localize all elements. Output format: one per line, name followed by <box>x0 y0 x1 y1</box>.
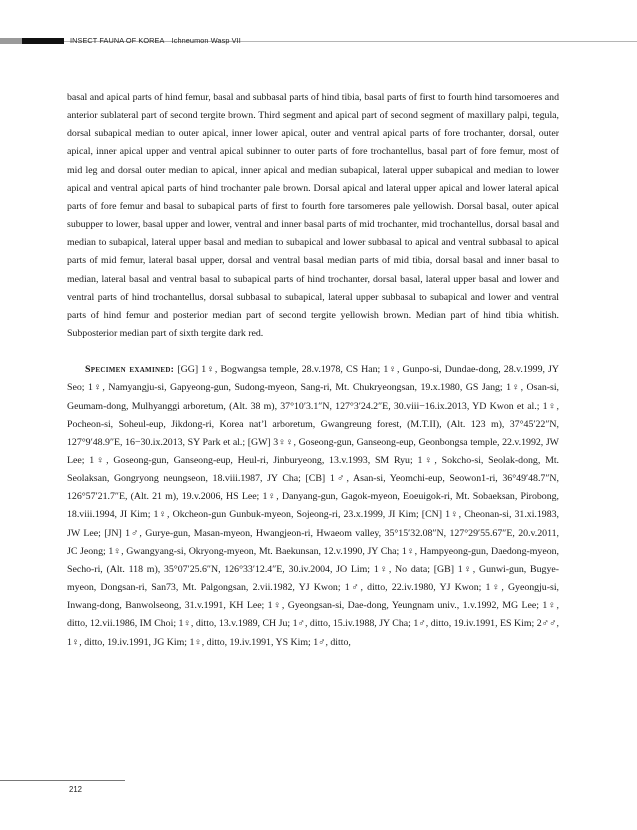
specimens-heading: Specimen examined: <box>85 364 175 376</box>
specimens-paragraph <box>67 361 559 652</box>
page-number: 212 <box>69 785 83 794</box>
description-paragraph: basal and apical parts of hind femur, basal and subbasal parts of hind tibia, basal parts of first to fourth hind tarsomoeres and anterior sublateral part of second tergite brown. Third segment and apical part of second segment of maxillary palpi, tegula, dorsal subapical median to outer apical, inner lower apical, outer and ventral apical parts of fore trochanter, dorsal, outer apical, inner apical upper and ventral apical subinner to outer parts of fore trochantellus, basal part of fore femur, most of mid leg and dorsal outer median to apical, inner apical and median subapical, lateral upper subapical and median to lower apical and ventral apical parts of hind trochanter pale brown. Dorsal apical and lateral upper apical and lower lateral apical parts of fore femur and basal to subapical parts of first to fourth fore tarsomeres pale yellowish. Dorsal basal, outer apical subupper to lower, basal upper and lower, ventral and inner basal parts of mid trochanter, mid trochantellus, dorsal basal and median to subapical, lateral upper basal and median to subapical and lower subbasal to apical and ventral subbasal to apical parts of mid femur, lateral basal upper, dorsal and ventral basal median parts of mid tibia, dorsal basal and inner basal to median, lateral basal and ventral basal to subapical parts of hind trochanter, dorsal basal, lateral upper basal and lower and ventral parts of hind trochantellus, dorsal subbasal to subapical, lateral upper subbasal to subapical and lower and ventral parts of hind femur and posterior median part of second tergite yellowish brown. Median part of hind tibia whitish. Subposterior median part of sixth tergite dark red. <box>67 92 559 340</box>
footer-rule <box>0 780 125 781</box>
running-header <box>70 35 241 47</box>
specimens-text: [GG] 1♀, Bogwangsa temple, 28.v.1978, CS Han; 1♀, Gunpo-si, Dundae-dong, 28.v.1999, JY Seo; 1♀, Namyangju-si, Gapyeong-gun, Sudong-myeon, Sang-ri, Mt. Chukryeongsan, 19.x.1980, GS Jang; 1♀, Osan-si, Geumam-dong, Mulhyanggi arboretum, (Alt. 38 m), 37°10′3.1″N, 127°3′24.2″E, 30.viii−16.ix.2013, YD Kwon et al.; 1♀, Pocheon-si, Soheul-eup, Jikdong-ri, Korea nat’l arboretum, Gwangreung forest, (M.T.II), (Alt. 123 m), 37°45′22″N, 127°9′48.9″E, 16−30.ix.2013, SY Park et al.; [GW] 3♀♀, Goseong-gun, Ganseong-eup, Geonbongsa temple, 22.v.1992, JW Lee; 1♀, Goseong-gun, Ganseong-eup, Heul-ri, Jinburyeong, 13.v.1993, SM Ryu; 1♀, Sokcho-si, Seolak-dong, Mt. Seolaksan, Gongryong neungseon, 18.viii.1987, JY Cha; [CB] 1♂, Asan-si, Yeomchi-eup, Seowon1-ri, 36°49′48.7″N, 126°57′21.7″E, (Alt. 21 m), 19.v.2006, HS Lee; 1♀, Danyang-gun, Gagok-myeon, Eoeuigok-ri, Mt. Sobaeksan, Pirobong, 18.viii.1994, JI Kim; 1♀, Okcheon-gun Gunbuk-myeon, Sojeong-ri, 23.x.1999, JI Kim; [CN] 1♀, Cheonan-si, 31.xi.1983, JW Lee; [JN] 1♂, Gurye-gun, Masan-myeon, Hwangjeon-ri, Hwaeom valley, 35°15′32.08″N, 127°29′55.67″E, 20.v.2011, JC Jeong; 1♀, Gwangyang-si, Okryong-myeon, Mt. Baekunsan, 12.v.1990, JY Cha; 1♀, Hampyeong-gun, Daedong-myeon, Secho-ri, (Alt. 118 m), 35°07′25.6″N, 126°33′12.4″E, 30.iv.2004, JO Lim; 1♀, No data; [GB] 1♀, Gunwi-gun, Bugye-myeon, Dongsan-ri, San73, Mt. Palgongsan, 2.vii.1982, YJ Kwon; 1♂, ditto, 22.iv.1980, YJ Kwon; 1♀, Gyeongju-si, Inwang-dong, Banwolseong, 31.v.1991, KH Lee; 1♀, Gyeongsan-si, Dae-dong, Yeungnam univ., 1.v.1992, MG Lee; 1♀, ditto, 12.vii.1986, IM Choi; 1♀, ditto, 13.v.1989, CH Ju; 1♂, ditto, 15.iv.1988, JY Cha; 1♂, ditto, 19.iv.1991, ES Kim; 2♂♂, 1♀, ditto, 19.iv.1991, JG Kim; 1♀, ditto, 19.iv.1991, YS Kim; 1♂, ditto, <box>67 364 559 648</box>
header-series-title: INSECT FAUNA OF KOREA <box>70 36 165 45</box>
header-volume-title: Ichneumon Wasp VII <box>171 36 241 45</box>
page-body <box>67 89 559 652</box>
header-grey-bar <box>0 38 22 44</box>
header-black-bar <box>22 38 64 44</box>
